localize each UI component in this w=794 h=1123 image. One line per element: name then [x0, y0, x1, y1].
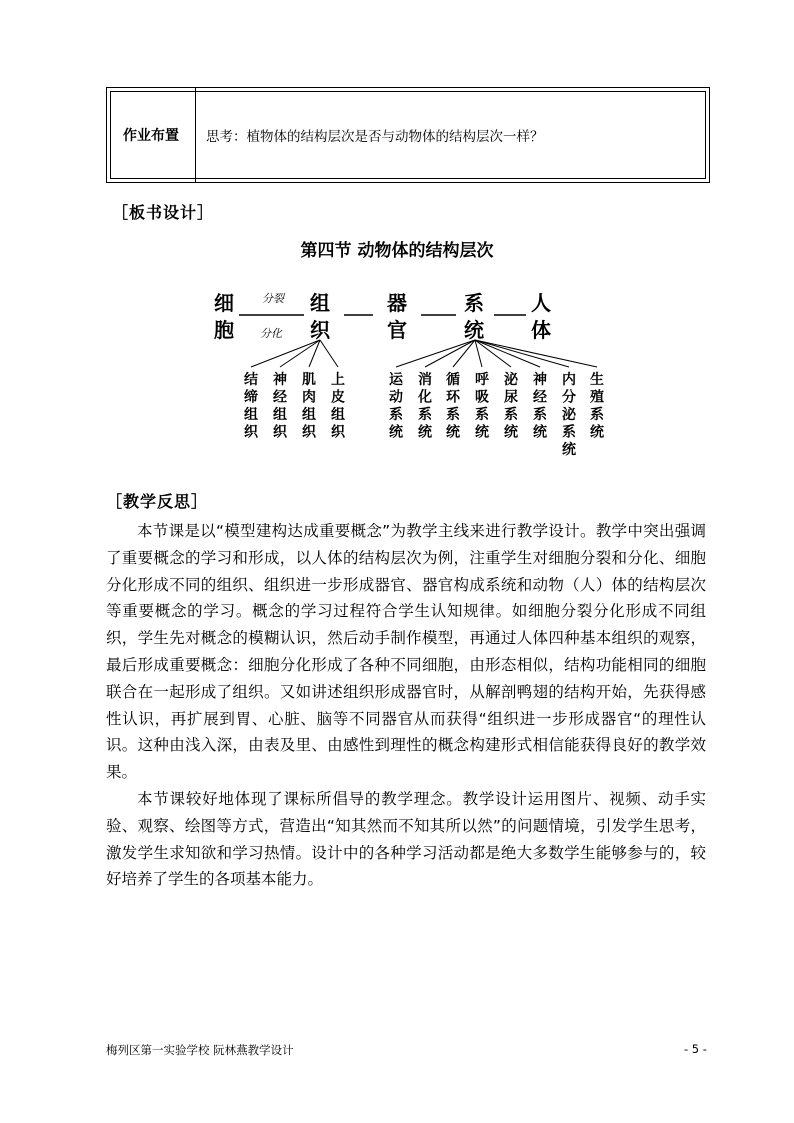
system-branch-line — [425, 340, 475, 367]
diagram-node-organ: 器官 — [387, 291, 407, 342]
diagram-node-system: 系统 — [464, 291, 484, 342]
footer-school: 梅列区第一实验学校 阮林燕教学设计 — [106, 1043, 294, 1057]
system-branch-line — [396, 340, 475, 367]
reflection-paragraph: 本节课较好地体现了课标所倡导的教学理念。教学设计运用图片、视频、动手实验、观察、绘图等方式，营造出“知其然而不知其所以然”的问题情境，引发学生思考，激发学生求知欲和学习热情。设计中的各种学习活动都是绝大多数学生能够参与的，较好培养了学生的各项基本能力。 — [106, 789, 706, 889]
tissue-leaf: 肌肉组织 — [302, 372, 316, 441]
homework-table — [106, 87, 710, 183]
page-number: - 5 - — [684, 1042, 707, 1056]
system-leaf: 运动系统 — [389, 372, 403, 441]
board-design-heading: ［板书设计］ — [112, 203, 215, 222]
reflection-body — [106, 518, 706, 893]
diagram-node-body: 人体 — [531, 291, 551, 342]
tissue-leaf: 上皮组织 — [331, 372, 345, 441]
system-leaf: 神经系统 — [533, 372, 547, 441]
diagram-node-tissue: 组织 — [310, 291, 330, 342]
system-leaf: 消化系统 — [418, 372, 432, 441]
homework-label: 作业布置 — [107, 88, 196, 182]
reflection-paragraph: 本节课是以“模型建构达成重要概念”为教学主线来进行教学设计。教学中突出强调了重要概念的学习和形成，以人体的结构层次为例，注重学生对细胞分裂和分化、细胞分化形成不同的组织、组织进一步形成器官、器官构成系统和动物（人）体的结构层次等重要概念的学习。概念的学习过程符合学生认知规律。如细胞分裂分化形成不同组织，学生先对概念的模糊认识，然后动手制作模型，再通过人体四种基本组织的观察，最后形成重要概念：细胞分化形成了各种不同细胞，由形态相似，结构功能相同的细胞联合在一起形成了组织。又如讲述组织形成器官时，从解剖鸭翅的结构开始，先获得感性认识，再扩展到胃、心脏、脑等不同器官从而获得“组织进一步形成器官“的理性认识。这种由浅入深，由表及里、由感性到理性的概念构建形式相信能获得良好的教学效果。 — [106, 522, 706, 782]
arrow-label-differentiation: 分化 — [260, 327, 282, 340]
board-design-title: 第四节 动物体的结构层次 — [300, 241, 494, 261]
structure-hierarchy-diagram — [0, 280, 794, 460]
system-leaf: 内分泌系统 — [562, 372, 576, 458]
system-branch-line — [475, 340, 540, 367]
system-leaf: 泌尿系统 — [504, 372, 518, 441]
system-leaf: 呼吸系统 — [475, 372, 489, 441]
diagram-node-cell: 细胞 — [214, 291, 234, 342]
system-leaf: 循环系统 — [446, 372, 460, 441]
system-branch-line — [475, 340, 569, 367]
reflection-heading: ［教学反思］ — [106, 492, 209, 511]
tissue-leaf: 神经组织 — [273, 372, 287, 441]
system-leaf: 生殖系统 — [590, 372, 604, 441]
tissue-branch-line — [320, 340, 338, 367]
homework-content: 思考：植物体的结构层次是否与动物体的结构层次一样？ — [206, 129, 544, 145]
arrow-label-division: 分裂 — [262, 292, 284, 305]
tissue-leaf: 结缔组织 — [244, 372, 258, 441]
